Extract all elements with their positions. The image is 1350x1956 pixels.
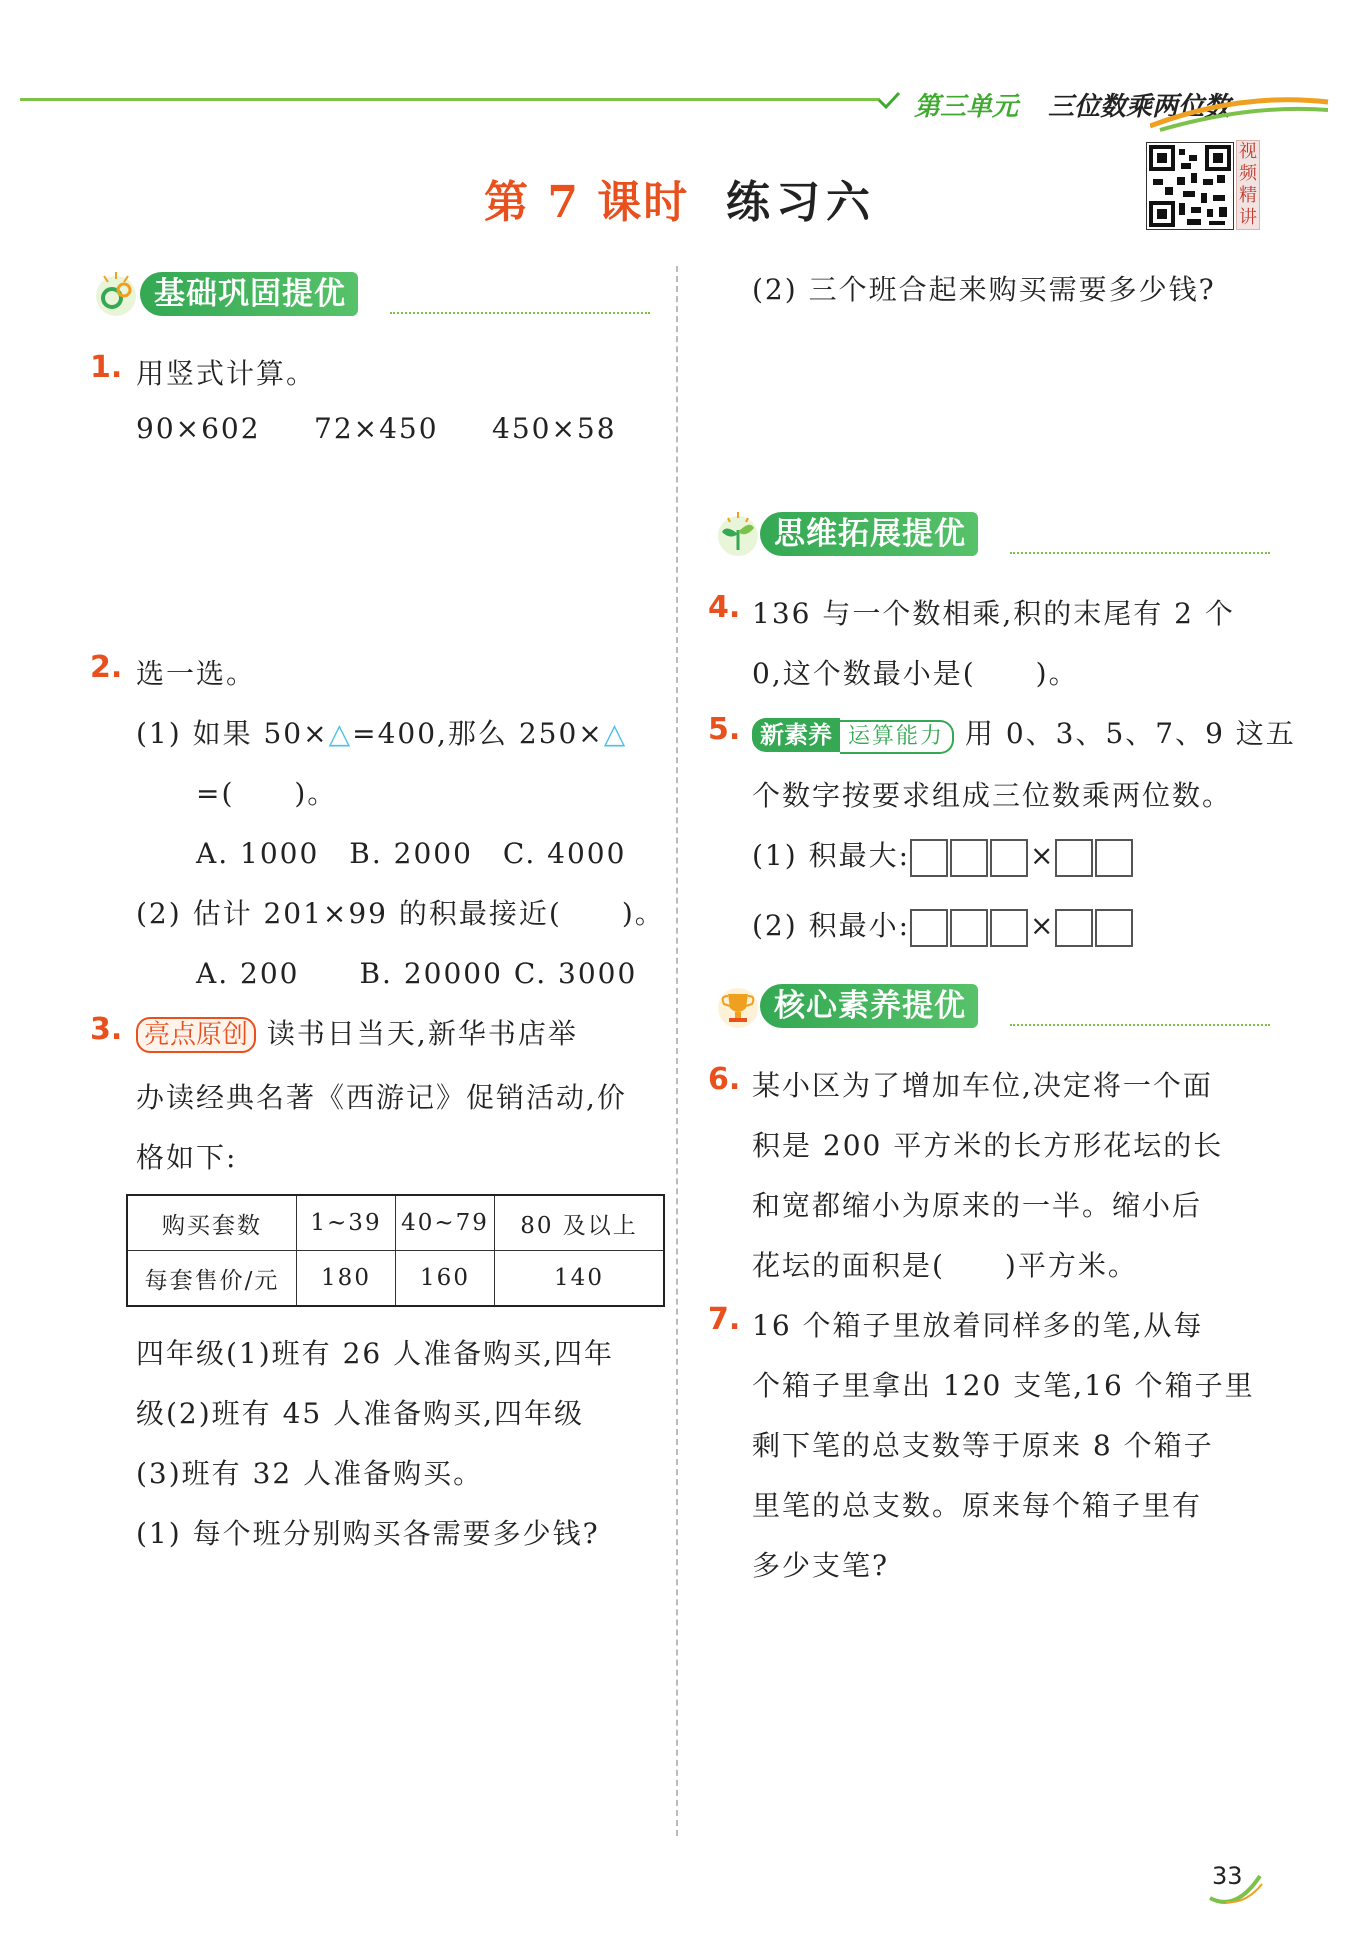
section-title: 基础巩固提优 (140, 272, 358, 316)
question-line: 格如下: (136, 1141, 238, 1174)
digit-box[interactable] (1095, 909, 1133, 947)
question-line: 个箱子里拿出 120 支笔,16 个箱子里 (752, 1369, 1255, 1402)
table-cell: 1~39 (297, 1195, 396, 1251)
question-number: 6. (708, 1062, 741, 1097)
table-cell: 80 及以上 (495, 1195, 665, 1251)
topic-label: 三位数乘两位数 (1048, 92, 1231, 122)
gear-icon (90, 266, 146, 322)
section-banner-basic (90, 272, 650, 316)
question-number: 4. (708, 590, 741, 625)
question-number: 5. (708, 712, 741, 747)
question-line: 里笔的总支数。原来每个箱子里有 (752, 1489, 1203, 1522)
check-icon (876, 90, 902, 112)
question-line: (1) 每个班分别购买各需要多少钱? (136, 1517, 600, 1550)
options-line: A. 1000 B. 2000 C. 4000 (196, 837, 627, 870)
question-line: 新素养 运算能力 用 0、3、5、7、9 这五 (752, 712, 1296, 754)
question-line: 16 个箱子里放着同样多的笔,从每 (752, 1309, 1204, 1342)
calc-item: 72×450 (314, 412, 439, 445)
original-tag: 亮点原创 (136, 1017, 256, 1053)
question-line: =( )。 (196, 777, 338, 810)
options-line: A. 200 B. 20000 C. 3000 (196, 957, 638, 990)
video-label: 视频精讲 (1236, 140, 1260, 230)
question-number: 3. (90, 1012, 123, 1047)
header-rule (20, 98, 880, 101)
qr-code[interactable] (1146, 142, 1234, 230)
digit-box[interactable] (910, 909, 948, 947)
question-line: 某小区为了增加车位,决定将一个面 (752, 1069, 1213, 1102)
calc-item: 90×602 (136, 412, 261, 445)
question-line: 个数字按要求组成三位数乘两位数。 (752, 779, 1233, 812)
question-line: 0,这个数最小是( )。 (752, 657, 1079, 690)
question-line: (3)班有 32 人准备购买。 (136, 1457, 484, 1490)
lesson-label: 第 7 课时 (484, 177, 690, 228)
table-cell: 每套售价/元 (127, 1251, 297, 1307)
trophy-icon (710, 978, 766, 1034)
digit-box[interactable] (1055, 839, 1093, 877)
table-row (127, 1195, 664, 1251)
digit-box[interactable] (990, 839, 1028, 877)
swoosh-decoration (1150, 96, 1330, 132)
question-line: 多少支笔? (752, 1549, 890, 1582)
digit-box[interactable] (1055, 909, 1093, 947)
price-table (126, 1194, 665, 1307)
triangle-symbol: △ (328, 717, 353, 750)
question-line: 级(2)班有 45 人准备购买,四年级 (136, 1397, 584, 1430)
table-row (127, 1251, 664, 1307)
page-number: 33 (1212, 1862, 1243, 1890)
answer-row-min: (2) 积最小: × (752, 904, 1135, 947)
question-line: 136 与一个数相乘,积的末尾有 2 个 (752, 597, 1235, 630)
answer-row-max: (1) 积最大: × (752, 834, 1135, 877)
question-line: (1) 如果 50×△=400,那么 250×△ (136, 717, 628, 750)
section-banner-core (710, 984, 1270, 1028)
table-cell: 180 (297, 1251, 396, 1307)
triangle-symbol: △ (603, 717, 628, 750)
digit-box[interactable] (1095, 839, 1133, 877)
question-line: 积是 200 平方米的长方形花坛的长 (752, 1129, 1224, 1162)
table-cell: 购买套数 (127, 1195, 297, 1251)
page-swoosh-decoration (1206, 1868, 1266, 1908)
sprout-icon (710, 506, 766, 562)
section-title: 思维拓展提优 (760, 512, 978, 556)
table-cell: 140 (495, 1251, 665, 1307)
question-line: 花坛的面积是( )平方米。 (752, 1249, 1138, 1282)
question-number: 1. (90, 350, 123, 385)
calc-item: 450×58 (492, 412, 617, 445)
table-cell: 160 (396, 1251, 495, 1307)
section-title: 核心素养提优 (760, 984, 978, 1028)
lesson-title: 练习六 (726, 177, 876, 228)
digit-box[interactable] (990, 909, 1028, 947)
skill-tag: 运算能力 (840, 720, 954, 754)
question-line: (2) 三个班合起来购买需要多少钱? (752, 273, 1216, 306)
section-banner-thinking (710, 512, 1270, 556)
unit-label: 第三单元 (914, 92, 1019, 122)
new-literacy-tag: 新素养 (752, 718, 840, 752)
question-title: 用竖式计算。 (136, 357, 317, 390)
question-line: 和宽都缩小为原来的一半。缩小后 (752, 1189, 1203, 1222)
digit-box[interactable] (950, 839, 988, 877)
question-line: 四年级(1)班有 26 人准备购买,四年 (136, 1337, 614, 1370)
column-divider (676, 266, 678, 1836)
question-number: 7. (708, 1302, 741, 1337)
question-line: 剩下笔的总支数等于原来 8 个箱子 (752, 1429, 1214, 1462)
question-line: 亮点原创 读书日当天,新华书店举 (136, 1012, 578, 1053)
question-number: 2. (90, 650, 123, 685)
digit-box[interactable] (910, 839, 948, 877)
question-line: 办读经典名著《西游记》促销活动,价 (136, 1081, 627, 1114)
question-line: (2) 估计 201×99 的积最接近( )。 (136, 897, 665, 930)
question-title: 选一选。 (136, 657, 257, 690)
table-cell: 40~79 (396, 1195, 495, 1251)
digit-box[interactable] (950, 909, 988, 947)
